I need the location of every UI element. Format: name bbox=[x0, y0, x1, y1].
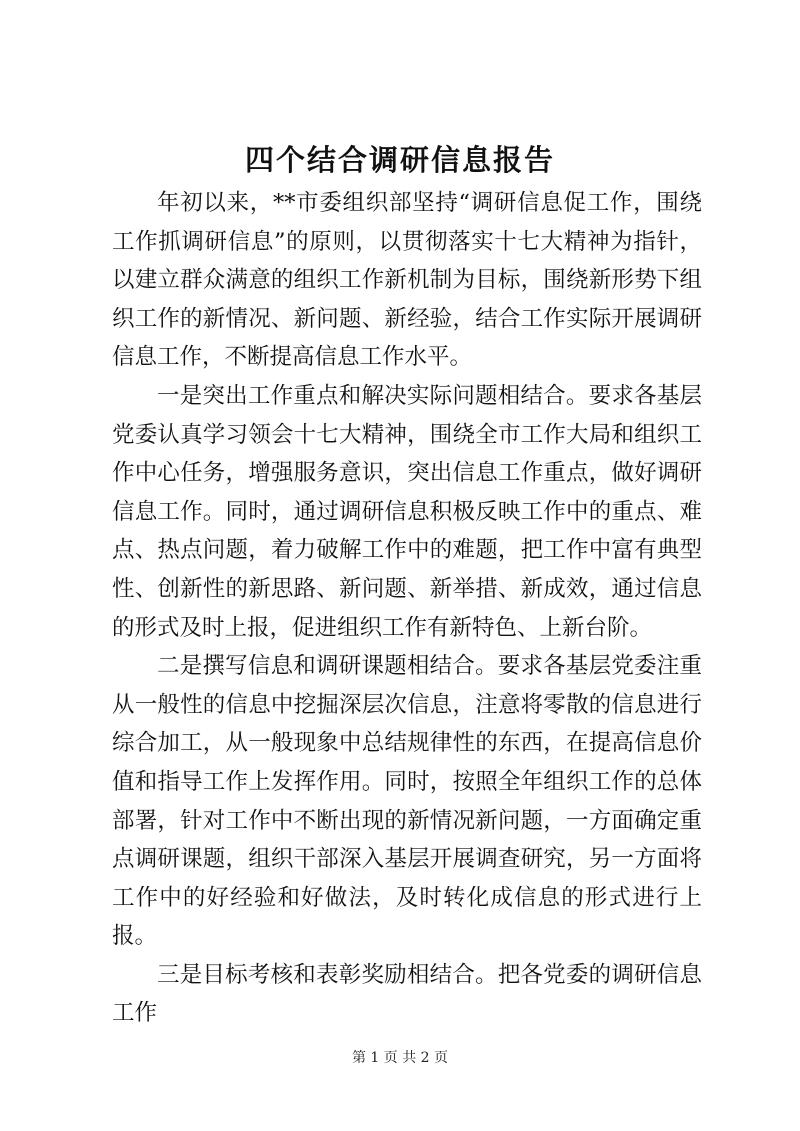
paragraph-intro: 年初以来，**市委组织部坚持“调研信息促工作，围绕工作抓调研信息”的原则，以贯彻落实十七大精神为指针，以建立群众满意的组织工作新机制为目标，围绕新形势下组织工作的新情况、新问题、新经验，结合工作实际开展调研信息工作，不断提高信息工作水平。 bbox=[112, 190, 702, 371]
document-title: 四个结合调研信息报告 bbox=[244, 143, 555, 177]
page-footer bbox=[0, 1047, 800, 1067]
paragraph-point-two: 二是撰写信息和调研课题相结合。要求各基层党委注重从一般性的信息中挖掘深层次信息，注意将零散的信息进行综合加工，从一般现象中总结规律性的东西，在提高信息价值和指导工作上发挥作用。同时，按照全年组织工作的总体部署，针对工作中不断出现的新情况新问题，一方面确定重点调研课题，组织干部深入基层开展调查研究，另一方面将工作中的好经验和好做法，及时转化成信息的形式进行上报。 bbox=[112, 653, 702, 950]
paragraph-point-one: 一是突出工作重点和解决实际问题相结合。要求各基层党委认真学习领会十七大精神，围绕全市工作大局和组织工作中心任务，增强服务意识，突出信息工作重点，做好调研信息工作。同时，通过调研信息积极反映工作中的重点、难点、热点问题，着力破解工作中的难题，把工作中富有典型性、创新性的新思路、新问题、新举措、新成效，通过信息的形式及时上报，促进组织工作有新特色、上新台阶。 bbox=[112, 382, 702, 641]
page-number-label: 第 1 页 共 2 页 bbox=[351, 1050, 449, 1066]
paragraph-point-three: 三是目标考核和表彰奖励相结合。把各党委的调研信息工作 bbox=[112, 961, 702, 1027]
document-body bbox=[112, 184, 702, 1033]
